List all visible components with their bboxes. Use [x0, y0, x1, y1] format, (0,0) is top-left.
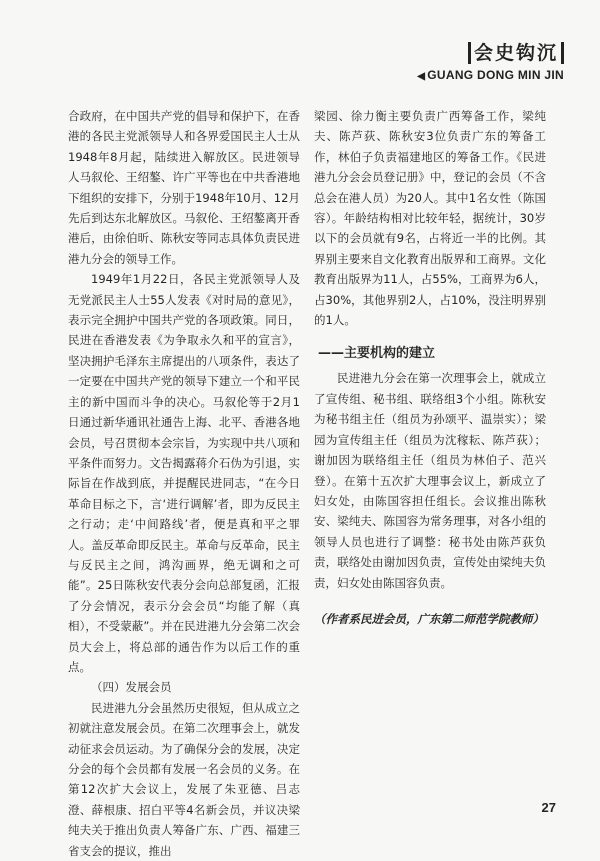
right-column: [314, 106, 546, 629]
paragraph: 民进港九分会虽然历史很短，但从成立之初就注意发展会员。在第二次理事会上，就发动征求会员运动。为了确保分会的发展，决定分会的每个会员都有发展一名会员的义务。在第12次扩大会议上，发展了朱亚德、吕志澄、薛根康、招白平等4名新会员，并议决梁纯夫关于推出负责人筹备广东、广西、福建三省支会的提议，推出: [68, 700, 300, 858]
left-column: [68, 106, 300, 861]
paragraph: 民进港九分会在第一次理事会上，就成立了宣传组、秘书组、联络组3个小组。陈秋安为秘书组主任（组员为孙颂平、温崇实）；梁园为宣传组主任（组员为沈稼耘、陈芦荻）；谢加因为联络组主任（组员为林伯子、范兴登）。在第十五次扩大理事会议上，新成立了妇女处，由陈国容担任组长。会议推出陈秋安、梁纯夫、陈国容为常务理事，对各小组的领导人员也进行了调整：秘书处由陈芦荻负责，联络处由谢加因负责，宣传处由梁纯夫负责，妇女处由陈国容负责。: [314, 371, 546, 590]
paragraph: 1949年1月22日，各民主党派领导人及无党派民主人士55人发表《对时局的意见》，表示完全拥护中国共产党的各项政策。同日，民进在香港发表《为争取永久和平的宣言》，坚决拥护毛泽东主席提出的八项条件，表达了一定要在中国共产党的领导下建立一个和平民主的新中国而斗争的决心。马叙伦等于2月1日通过新华通讯社通告上海、北平、香港各地会员，号召贯彻本会宗旨，为实现中共八项和平条件而努力。文告揭露蒋介石伪为引退，实际旨在作战到底，并提醒民进同志，“在今日革命目标之下，言‘进行调解’者，即为反民主之行动；走‘中间路线’者，便是真和平之罪人。盖反革命即反民主。革命与反革命，民主与反民主之间，鸿沟画界，绝无调和之可能”。25日陈秋安代表分会向总部复函，汇报了分会情况，表示分会会员“均能了解（真相），不受蒙蔽”。并在民进港九分会第二次会员大会上，将总部的通告作为以后工作的重点。: [68, 272, 300, 674]
paragraph: 合政府，在中国共产党的倡导和保护下，在香港的各民主党派领导人和各界爱国民主人士从1948年8月起，陆续进入解放区。民进领导人马叙伦、王绍鏊、许广平等也在中共香港地下组织的安排下，分别于1948年10月、12月先后到达东北解放区。马叙伦、王绍鏊离开香港后，由徐伯昕、陈秋安等同志具体负责民进港九分会的领导工作。: [68, 109, 300, 266]
subtitle-text: GUANG DONG MIN JIN: [427, 68, 564, 82]
author-note: （作者系民进会员，广东第二师范学院教师）: [314, 611, 544, 626]
subheading: （四）发展会员: [91, 680, 172, 695]
column-logo: 会史钩沉: [468, 42, 564, 64]
section-title: ——主要机构的建立: [318, 346, 436, 362]
page-header: [417, 42, 564, 82]
page-number: 27: [541, 800, 556, 815]
magazine-subtitle: [417, 68, 564, 82]
paragraph: 梁园、徐力衡主要负责广西筹备工作，梁纯夫、陈芦荻、陈秋安3位负责广东的筹备工作，林伯子负责福建地区的筹备工作。《民进港九分会会员登记册》中，登记的会员（不含总会在港人员）为20人。其中1名女性（陈国容）。年龄结构相对比较年轻，据统计，30岁以下的会员就有9名，占将近一半的比例。其界别主要来自文化教育出版界和工商界。文化教育出版界为11人，占55%，工商界为6人，占30%，其他界别2人，占10%，没注明界别的1人。: [314, 109, 546, 328]
triangle-left-icon: ◀: [417, 71, 426, 82]
